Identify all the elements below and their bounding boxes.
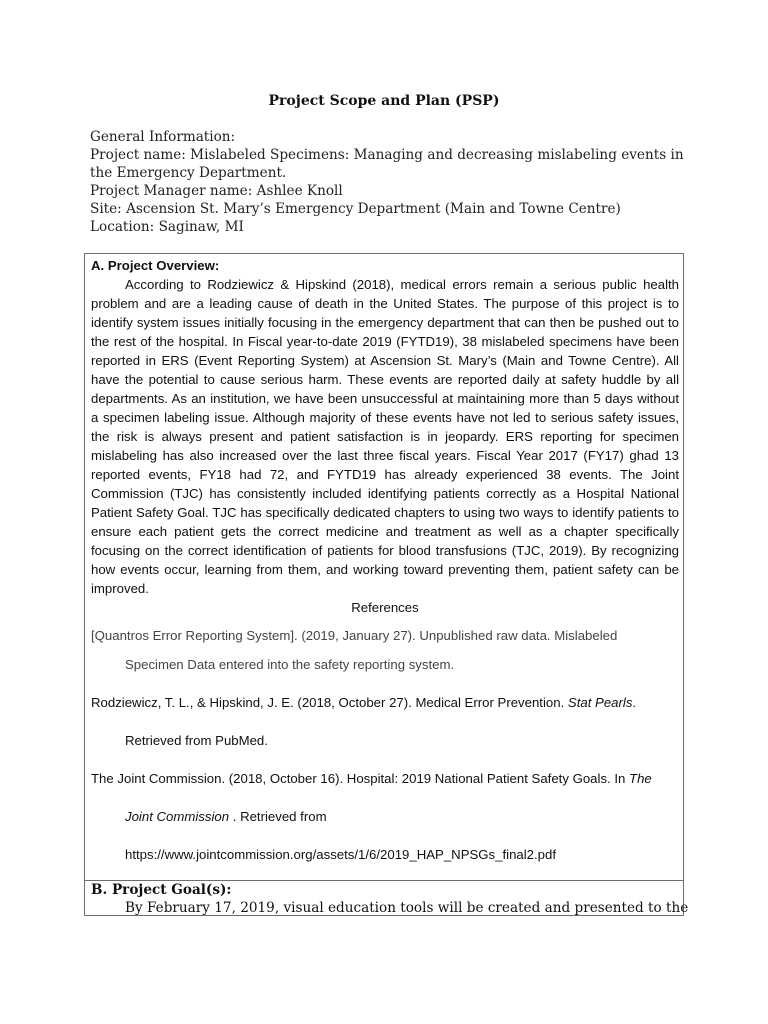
reference-1 xyxy=(91,617,679,693)
project-site: Site: Ascension St. Mary’s Emergency Department (Main and Towne Centre) xyxy=(90,201,621,217)
reference-2-journal: Stat Pearls xyxy=(567,695,633,710)
reference-3-text: The Joint Commission. (2018, October 16). Hospital: 2019 National Patient Safety Goals. In xyxy=(91,771,630,786)
overview-body: According to Rodziewicz & Hipskind (2018), medical errors remain a serious public health problem and are a leading cause of death in the United States. The purpose of this project is to identify system issues initially focusing in the emergency department that can then be pushed out to the rest of the hospital. In Fiscal year-to-date 2019 (FYTD19), 38 mislabeled specimens have been reported in ERS (Event Reporting System) at Ascension St. Mary’s (Main and Towne Centre). All have the potential to cause serious harm. These events are reported daily at safety huddle by all departments. As an institution, we have been unsuccessful at maintaining more than 5 days without a specimen labeling issue. Although majority of these events have not led to serious safety issues, the risk is always present and patient satisfaction is in jeopardy. ERS reporting for specimen mislabeling has also increased over the last three fiscal years. Fiscal Year 2017 (FY17) ghad 13 reported events, FY18 had 72, and FYTD19 has already experienced 38 events. The Joint Commission (TJC) has consistently included identifying patients correctly as a Hospital National Patient Safety Goal. TJC has specifically dedicated chapters to using two ways to identify patients to ensure each patient gets the correct medicine and treatment as well as a chapter specifically focusing on the correct identification of patients for blood transfusions (TJC, 2019). By recognizing how events occur, learning from them, and working toward preventing them, patient safety can be improved. xyxy=(91,277,679,596)
overview-section xyxy=(91,256,679,864)
reference-3-url[interactable]: https://www.jointcommission.org/assets/1/6/2019_HAP_NPSGs_final2.pdf xyxy=(125,847,557,862)
reference-3-source-b: Joint Commission xyxy=(125,809,230,824)
project-manager: Project Manager name: Ashlee Knoll xyxy=(90,183,343,199)
reference-3-line-1 xyxy=(91,769,679,807)
goals-heading: B. Project Goal(s): xyxy=(91,882,232,898)
project-table xyxy=(84,253,689,916)
project-location: Location: Saginaw, MI xyxy=(90,219,244,235)
reference-3-retrieved: . Retrieved from xyxy=(229,809,327,824)
goals-section xyxy=(91,881,689,917)
general-info-heading: General Information: xyxy=(90,129,236,145)
reference-2-line-2: Retrieved from PubMed. xyxy=(125,733,268,748)
reference-2-text: Rodziewicz, T. L., & Hipskind, J. E. (2018, October 27). Medical Error Prevention. xyxy=(91,695,568,710)
reference-1-line-1: [Quantros Error Reporting System]. (2019, January 27). Unpublished raw data. Mislabeled xyxy=(91,628,618,643)
project-name: Project name: Mislabeled Specimens: Managing and decreasing mislabeling events in the Emergency Department. xyxy=(90,147,684,181)
overview-heading: A. Project Overview: xyxy=(91,258,220,273)
reference-2 xyxy=(91,693,679,769)
reference-3 xyxy=(91,769,679,864)
reference-1-line-2: Specimen Data entered into the safety reporting system. xyxy=(125,657,455,672)
reference-3-line-2 xyxy=(91,807,679,845)
document-title: Project Scope and Plan (PSP) xyxy=(268,93,500,109)
reference-2-period: . xyxy=(632,695,637,710)
reference-2-line-1 xyxy=(91,693,679,731)
goals-text: By February 17, 2019, visual education tools will be created and presented to the xyxy=(125,900,689,916)
reference-3-source-a: The xyxy=(629,771,652,786)
references-heading: References xyxy=(351,600,419,615)
general-information xyxy=(90,128,690,236)
